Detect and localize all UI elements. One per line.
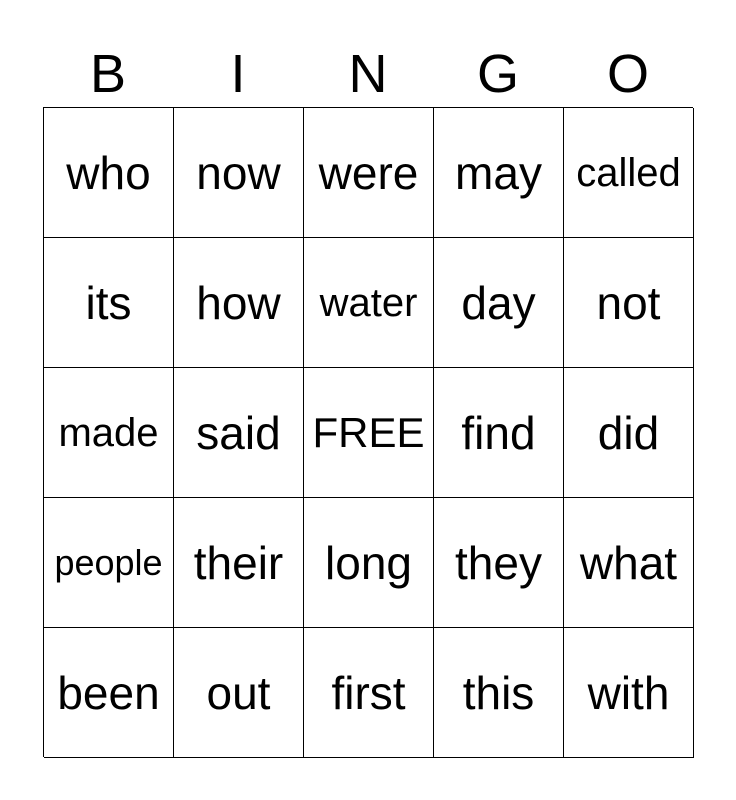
- bingo-cell: made: [44, 368, 174, 498]
- header-letter-b: B: [89, 44, 127, 104]
- bingo-cell: their: [174, 498, 304, 628]
- bingo-cell: not: [564, 238, 694, 368]
- bingo-cell: its: [44, 238, 174, 368]
- header-letter-g: G: [476, 44, 519, 104]
- bingo-cell: what: [564, 498, 694, 628]
- bingo-cell: out: [174, 628, 304, 758]
- bingo-cell: who: [44, 108, 174, 238]
- header-letter-n: N: [348, 44, 388, 104]
- bingo-cell: been: [44, 628, 174, 758]
- bingo-cell: first: [304, 628, 434, 758]
- bingo-cell: this: [434, 628, 564, 758]
- bingo-cell: how: [174, 238, 304, 368]
- bingo-cell: they: [434, 498, 564, 628]
- bingo-cell: did: [564, 368, 694, 498]
- bingo-cell: people: [44, 498, 174, 628]
- bingo-cell: may: [434, 108, 564, 238]
- header-letter-i: I: [230, 44, 246, 104]
- bingo-grid: [43, 107, 693, 757]
- bingo-cell: now: [174, 108, 304, 238]
- bingo-cell: said: [174, 368, 304, 498]
- free-space: FREE: [304, 368, 434, 498]
- bingo-cell: long: [304, 498, 434, 628]
- bingo-cell: day: [434, 238, 564, 368]
- bingo-cell: called: [564, 108, 694, 238]
- bingo-cell: water: [304, 238, 434, 368]
- bingo-cell: with: [564, 628, 694, 758]
- header-letter-o: O: [606, 44, 649, 104]
- bingo-cell: find: [434, 368, 564, 498]
- bingo-cell: were: [304, 108, 434, 238]
- bingo-header: [43, 40, 693, 108]
